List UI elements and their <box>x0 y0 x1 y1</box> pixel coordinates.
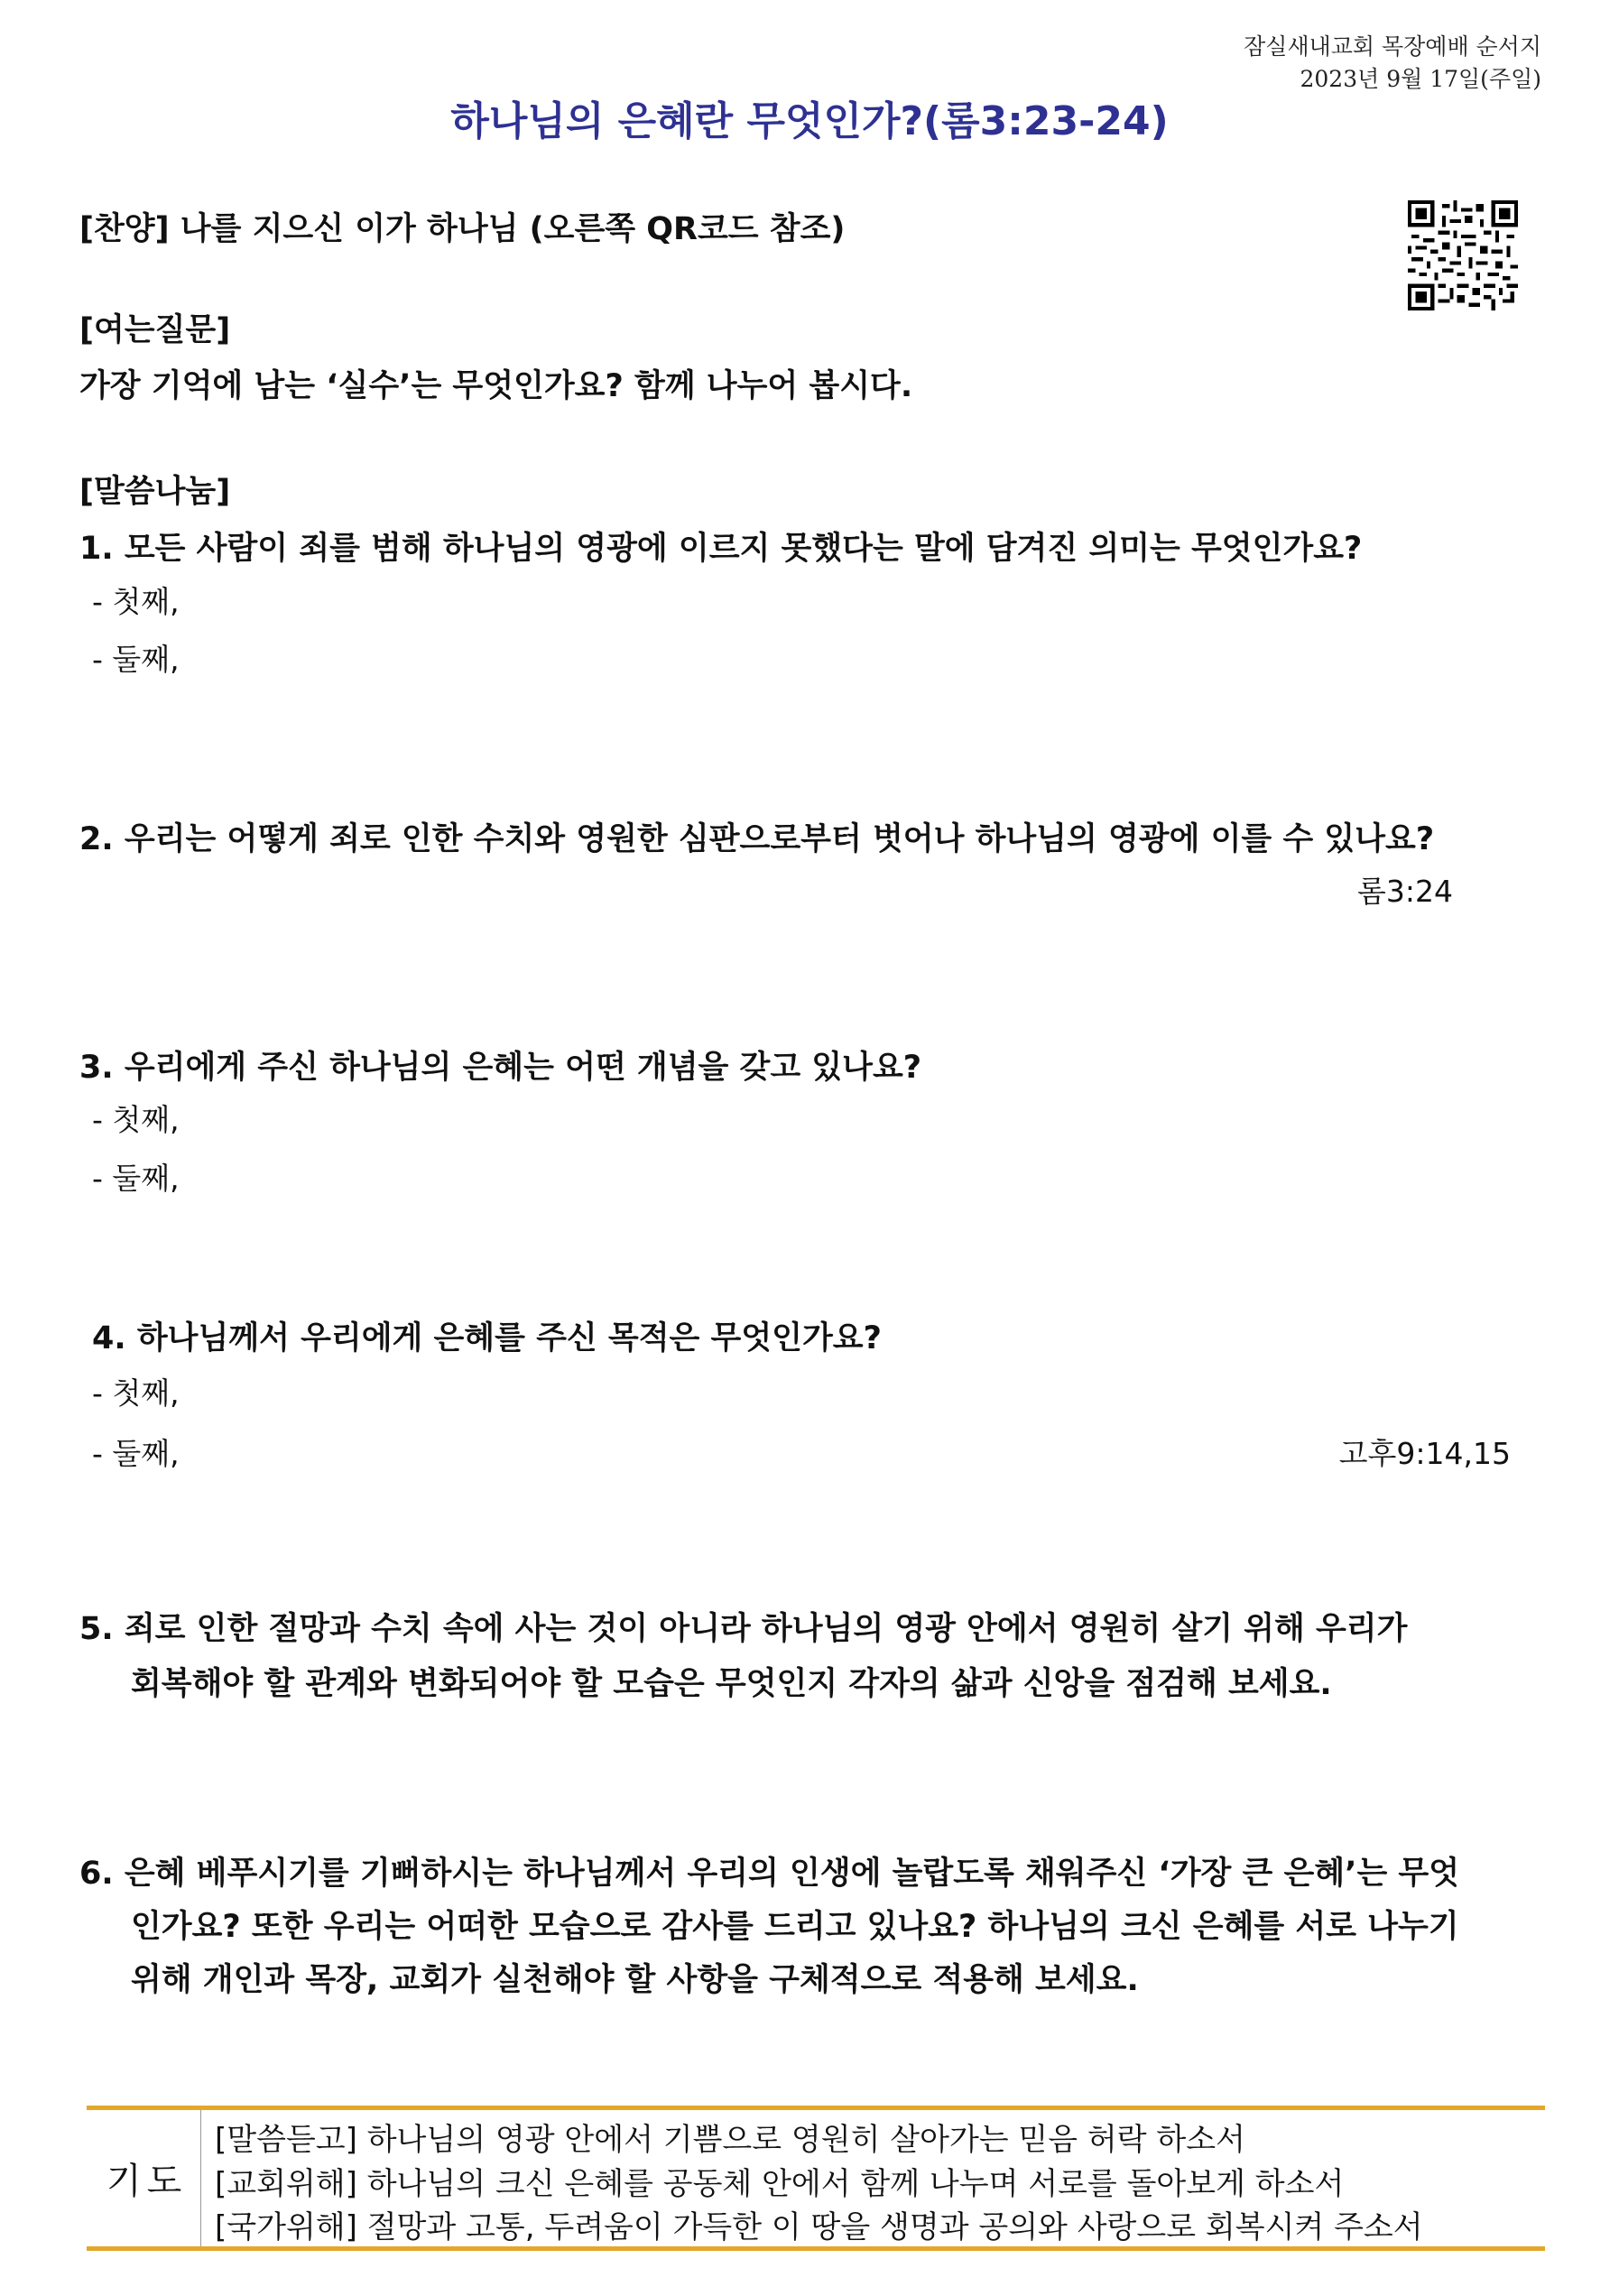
question-4-first: - 첫째, <box>92 1375 180 1411</box>
prayer-label: 기도 <box>106 2161 188 2202</box>
sharing-heading: [말씀나눔] <box>79 474 231 510</box>
header-church: 잠실새내교회 목장예배 순서지 <box>1244 33 1541 60</box>
question-5-line-2: 회복해야 할 관계와 변화되어야 할 모습은 무엇인지 각자의 삶과 신앙을 점검해 보세요. <box>131 1666 1332 1702</box>
prayer-item-nation: [국가위해] 절망과 고통, 두려움이 가득한 이 땅을 생명과 공의와 사랑으로 회복시켜 주소서 <box>215 2209 1423 2245</box>
prayer-item-church: [교회위해] 하나님의 크신 은혜를 공동체 안에서 함께 나누며 서로를 돌아보게 하소서 <box>215 2166 1345 2202</box>
question-6-line-3: 위해 개인과 목장, 교회가 실천해야 할 사항을 구체적으로 적용해 보세요. <box>131 1962 1139 1998</box>
question-1-second: - 둘째, <box>92 642 180 677</box>
question-4-second: - 둘째, <box>92 1436 180 1471</box>
question-2: 2. 우리는 어떻게 죄로 인한 수치와 영원한 심판으로부터 벗어나 하나님의 영광에 이를 수 있나요? <box>79 821 1435 857</box>
question-6-line-2: 인가요? 또한 우리는 어떠한 모습으로 감사를 드리고 있나요? 하나님의 크신 은혜를 서로 나누기 <box>131 1909 1459 1945</box>
question-5-line-1: 5. 죄로 인한 절망과 수치 속에 사는 것이 아니라 하나님의 영광 안에서 영원히 살기 위해 우리가 <box>79 1611 1408 1647</box>
question-1-first: - 첫째, <box>92 584 180 619</box>
question-2-ref: 롬3:24 <box>1357 874 1453 909</box>
hymn-line: [찬양] 나를 지으신 이가 하나님 (오른쪽 QR코드 참조) <box>79 211 846 247</box>
opening-question: 가장 기억에 남는 ‘실수’는 무엇인가요? 함께 나누어 봅시다. <box>79 368 913 404</box>
question-3-first: - 첫째, <box>92 1102 180 1137</box>
question-3: 3. 우리에게 주신 하나님의 은혜는 어떤 개념을 갖고 있나요? <box>79 1050 922 1086</box>
header-date: 2023년 9월 17일(주일) <box>1300 66 1541 92</box>
prayer-divider <box>200 2110 201 2246</box>
opening-heading: [여는질문] <box>79 312 231 348</box>
prayer-item-sermon: [말씀듣고] 하나님의 영광 안에서 기쁨으로 영원히 살아가는 믿음 허락 하소서 <box>215 2122 1245 2158</box>
page-title: 하나님의 은혜란 무엇인가?(롬3:23-24) <box>450 98 1169 144</box>
prayer-top-rule <box>87 2106 1545 2110</box>
question-4-ref: 고후9:14,15 <box>1338 1436 1511 1471</box>
prayer-bottom-rule <box>87 2246 1545 2251</box>
question-1: 1. 모든 사람이 죄를 범해 하나님의 영광에 이르지 못했다는 말에 담겨진 의미는 무엇인가요? <box>79 531 1363 567</box>
qr-code-icon[interactable] <box>1408 200 1518 310</box>
question-4: 4. 하나님께서 우리에게 은혜를 주신 목적은 무엇인가요? <box>92 1320 882 1356</box>
question-6-line-1: 6. 은혜 베푸시기를 기뻐하시는 하나님께서 우리의 인생에 놀랍도록 채워주신 ‘가장 큰 은혜’는 무엇 <box>79 1856 1460 1892</box>
question-3-second: - 둘째, <box>92 1161 180 1196</box>
